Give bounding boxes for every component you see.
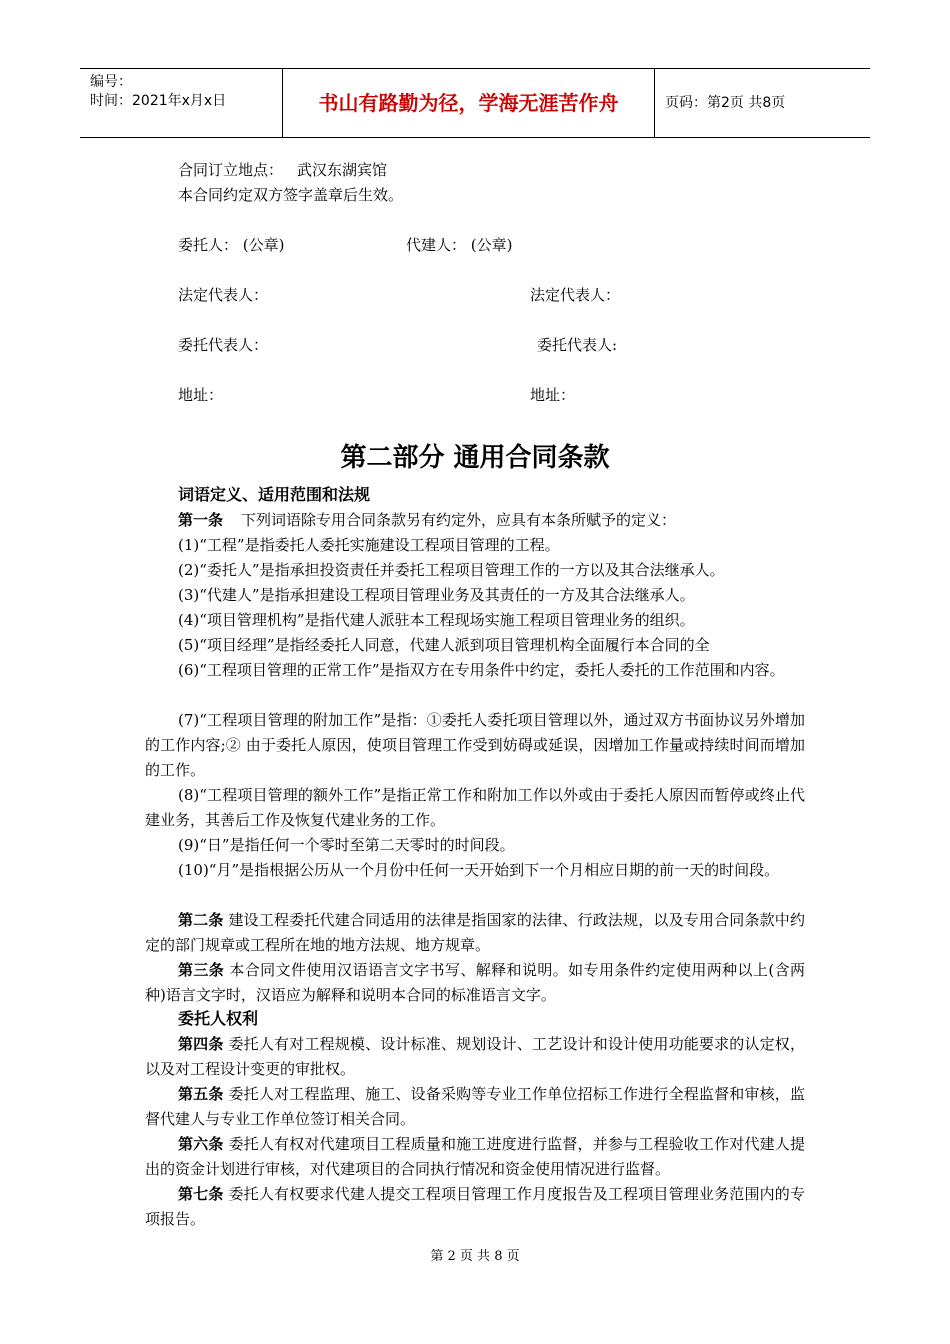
- address-right: 地址：: [530, 386, 576, 404]
- part-title: 第二部分 通用合同条款: [340, 443, 610, 473]
- definition-9: (9)“日”是指任何一个零时至第二天零时的时间段。: [178, 836, 515, 854]
- agent-seal: 代建人： (公章): [406, 236, 513, 254]
- legal-rep-left: 法定代表人：: [178, 286, 269, 304]
- definition-2: (2)“委托人”是指承担投资责任并委托工程项目管理工作的一方以及其合法继承人。: [178, 561, 725, 579]
- article-4-text: 委托人有对工程规模、设计标准、规划设计、工艺设计和设计使用功能要求的认定权，以及对工程设计变更的审批权。: [145, 1035, 805, 1078]
- legal-rep-right: 法定代表人：: [530, 286, 621, 304]
- article-6-label: 第六条: [178, 1135, 224, 1153]
- article-5-label: 第五条: [178, 1085, 224, 1103]
- effective-clause: 本合同约定双方签字盖章后生效。: [178, 186, 404, 204]
- definition-5: (5)“项目经理”是指经委托人同意，代建人派到项目管理机构全面履行本合同的全: [178, 636, 710, 654]
- article-3-label: 第三条: [178, 961, 225, 979]
- page-header: [80, 68, 870, 138]
- contract-place-label: 合同订立地点：: [178, 161, 284, 179]
- article-4-label: 第四条: [178, 1035, 224, 1053]
- definition-3: (3)“代建人”是指承担建设工程项目管理业务及其责任的一方及其合法继承人。: [178, 586, 695, 604]
- header-motto: 书山有路勤为径，学海无涯苦作舟: [283, 69, 655, 137]
- article-5: [145, 1082, 805, 1132]
- article-7-label: 第七条: [178, 1185, 224, 1203]
- header-meta: [80, 69, 283, 137]
- article-6: [145, 1132, 805, 1182]
- definition-8: (8)“工程项目管理的额外工作”是指正常工作和附加工作以外或由于委托人原因而暂停或终止代建业务，其善后工作及恢复代建业务的工作。: [145, 786, 805, 829]
- article-1: [178, 508, 805, 533]
- article-3-text: 本合同文件使用汉语语言文字书写、解释和说明。如专用条件约定使用两种以上(含两种)语言文字时，汉语应为解释和说明本合同的标准语言文字。: [145, 961, 805, 1004]
- address-left: 地址：: [178, 386, 224, 404]
- article-7: [145, 1182, 805, 1232]
- section-heading-client-rights: 委托人权利: [178, 1009, 259, 1028]
- time-label: 时间：2021年x月x日: [90, 93, 227, 109]
- article-1-text: 下列词语除专用合同条款另有约定外，应具有本条所赋予的定义：: [241, 511, 677, 529]
- definition-6: (6)“工程项目管理的正常工作”是指双方在专用条件中约定，委托人委托的工作范围和内容。: [178, 661, 785, 679]
- client-seal: 委托人： (公章): [178, 236, 285, 254]
- auth-rep-left: 委托代表人：: [178, 336, 269, 354]
- contract-place: [178, 160, 387, 180]
- article-3: [145, 958, 805, 1008]
- auth-rep-right: 委托代表人:: [537, 336, 618, 354]
- definition-7: (7)“工程项目管理的附加工作”是指：①委托人委托项目管理以外，通过双方书面协议另外增加的工作内容;② 由于委托人原因，使项目管理工作受到妨碍或延误，因增加工作量或持续时间而增加的工作。: [145, 711, 805, 779]
- definition-10: (10)“月”是指根据公历从一个月份中任何一天开始到下一个月相应日期的前一天的时间段。: [178, 861, 780, 879]
- number-label: 编号：: [90, 74, 132, 90]
- article-5-text: 委托人对工程监理、施工、设备采购等专业工作单位招标工作进行全程监督和审核，监督代建人与专业工作单位签订相关合同。: [145, 1085, 805, 1128]
- article-1-label: 第一条: [178, 511, 224, 529]
- header-page-info: 页码：第2页 共8页: [665, 95, 786, 111]
- article-2-text: 建设工程委托代建合同适用的法律是指国家的法律、行政法规，以及专用合同条款中约定的部门规章或工程所在地的地方法规、地方规章。: [145, 911, 805, 954]
- article-6-text: 委托人有权对代建项目工程质量和施工进度进行监督，并参与工程验收工作对代建人提出的资金计划进行审核，对代建项目的合同执行情况和资金使用情况进行监督。: [145, 1135, 805, 1178]
- article-2-label: 第二条: [178, 911, 224, 929]
- page-footer: 第 2 页 共 8 页: [430, 1249, 520, 1264]
- article-7-text: 委托人有权要求代建人提交工程项目管理工作月度报告及工程项目管理业务范围内的专项报告。: [145, 1185, 805, 1228]
- article-4: [145, 1032, 805, 1082]
- contract-place-value: 武汉东湖宾馆: [297, 161, 388, 179]
- definition-1: (1)“工程”是指委托人委托实施建设工程项目管理的工程。: [178, 536, 560, 554]
- article-2: [145, 908, 805, 958]
- section-heading-definitions: 词语定义、适用范围和法规: [178, 485, 371, 504]
- definition-4: (4)“项目管理机构”是指代建人派驻本工程现场实施工程项目管理业务的组织。: [178, 611, 695, 629]
